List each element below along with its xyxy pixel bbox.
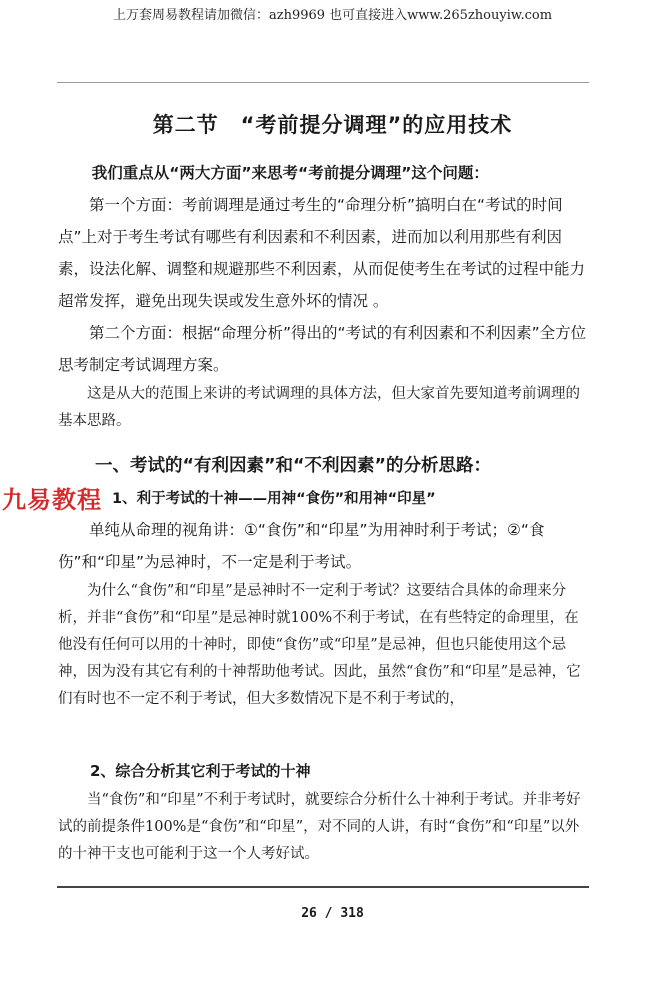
comprehensive-paragraph: 当“食伤”和“印星”不利于考试时，就要综合分析什么十神利于考试。并非考好试的前提条件100%是“食伤”和“印星”，对不同的人讲，有时“食伤”和“印星”以外的十神干支也可能利于这一个人考好试。: [58, 792, 581, 862]
summary-paragraph: 这是从大的范围上来讲的考试调理的具体方法，但大家首先要知道考前调理的基本思路。: [58, 386, 580, 429]
perspective-paragraph: 单纯从命理的视角讲：①“食伤”和“印星”为用神时利于考试；②“食伤”和“印星”为忌神时，不一定是利于考试。: [58, 521, 545, 571]
explanation-paragraph: 为什么“食伤”和“印星”是忌神时不一定利于考试？这要结合具体的命理来分析，并非“食伤”和“印星”是忌神时就100%不利于考试，在有些特定的命理里，在他没有任何可以用的十神时，即使“食伤”或“印星”是忌神，但也只能使用这个忌神，因为没有其它有利的十神帮助他考试。因此，虽然“食伤”和“印星”是忌神，它们有时也不一定不利于考试，但大多数情况下是不利于考试的，: [58, 583, 581, 707]
top-divider: [57, 82, 589, 83]
heading-favorable-gods: 1、利于考试的十神——用神“食伤”和用神“印星”: [112, 491, 436, 507]
intro-paragraph: 我们重点从“两大方面”来思考“考前提分调理”这个问题：: [91, 164, 489, 182]
bottom-divider: [57, 886, 589, 888]
section-title: 第二节 “考前提分调理”的应用技术: [152, 113, 513, 137]
aspect-two-paragraph: 第二个方面：根据“命理分析”得出的“考试的有利因素和不利因素”全方位思考制定考试调理方案。: [58, 324, 587, 374]
heading-analysis: 一、考试的“有利因素”和“不利因素”的分析思路：: [95, 456, 492, 476]
page-number: 26 / 318: [301, 906, 364, 921]
aspect-one-paragraph: 第一个方面：考前调理是通过考生的“命理分析”搞明白在“考试的时间点”上对于考生考试有哪些有利因素和不利因素，进而加以利用那些有利因素，设法化解、调整和规避那些不利因素，从而促使考生在考试的过程中能力超常发挥，避免出现失误或发生意外坏的情况 。: [58, 196, 586, 310]
watermark-logo: 九易教程: [2, 486, 102, 514]
header-banner: 上万套周易教程请加微信：azh9969 也可直接进入www.265zhouyiw.com: [112, 8, 553, 23]
heading-comprehensive: 2、综合分析其它利于考试的十神: [90, 762, 311, 780]
